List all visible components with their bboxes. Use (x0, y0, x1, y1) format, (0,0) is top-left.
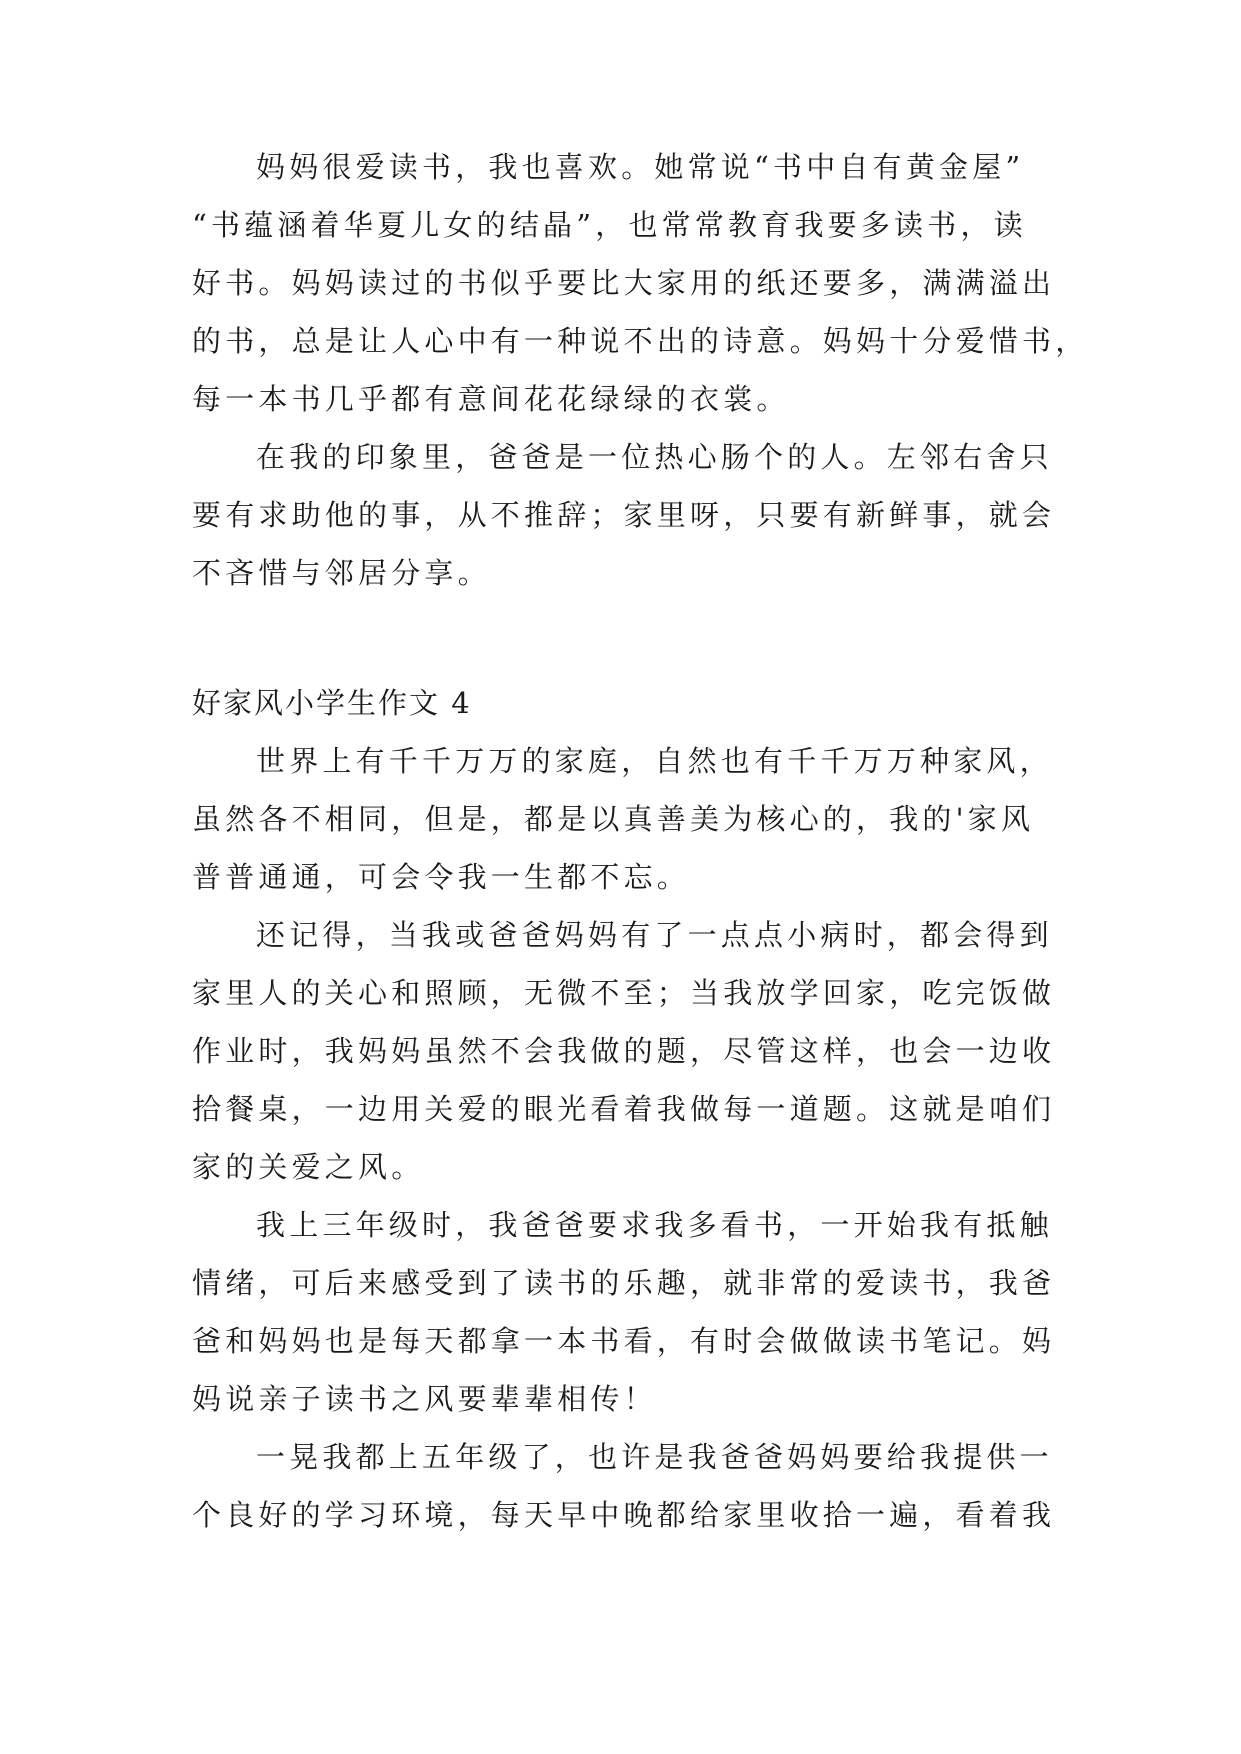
paragraph-line: 还记得，当我或爸爸妈妈有了一点点小病时，都会得到 (256, 918, 1053, 952)
paragraph-line: 每一本书几乎都有意间花花绿绿的衣裳。 (192, 382, 790, 416)
paragraph-line: 妈妈很爱读书，我也喜欢。她常说“书中自有黄金屋” (256, 150, 1025, 184)
paragraph-line: 好书。妈妈读过的书似乎要比大家用的纸还要多，满满溢出 (192, 266, 1056, 300)
section-heading: 好家风小学生作文 4 (192, 686, 472, 720)
paragraph-line: 妈说亲子读书之风要辈辈相传！ (192, 1382, 657, 1416)
paragraph-line: 家里人的关心和照顾，无微不至；当我放学回家，吃完饭做 (192, 976, 1056, 1010)
paragraph-line: 虽然各不相同，但是，都是以真善美为核心的，我的'家风 (192, 802, 1035, 836)
paragraph-line: 爸和妈妈也是每天都拿一本书看，有时会做做读书笔记。妈 (192, 1324, 1056, 1358)
paragraph-line: 普普通通，可会令我一生都不忘。 (192, 860, 691, 894)
paragraph-line: 在我的印象里，爸爸是一位热心肠个的人。左邻右舍只 (256, 440, 1053, 474)
paragraph-line: 不吝惜与邻居分享。 (192, 556, 491, 590)
paragraph-line: 拾餐桌，一边用关爱的眼光看着我做每一道题。这就是咱们 (192, 1092, 1056, 1126)
paragraph-line: 的书，总是让人心中有一种说不出的诗意。妈妈十分爱惜书， (192, 324, 1089, 358)
paragraph-line: 我上三年级时，我爸爸要求我多看书，一开始我有抵触 (256, 1208, 1053, 1242)
paragraph-line: 个良好的学习环境，每天早中晚都给家里收拾一遍，看着我 (192, 1498, 1056, 1532)
paragraph-line: 世界上有千千万万的家庭，自然也有千千万万种家风， (256, 744, 1053, 778)
paragraph-line: 家的关爱之风。 (192, 1150, 425, 1184)
paragraph-line: “书蕴涵着华夏儿女的结晶”，也常常教育我要多读书，读 (192, 208, 1027, 242)
paragraph-line: 作业时，我妈妈虽然不会我做的题，尽管这样，也会一边收 (192, 1034, 1056, 1068)
paragraph-line: 要有求助他的事，从不推辞；家里呀，只要有新鲜事，就会 (192, 498, 1056, 532)
paragraph-line: 情绪，可后来感受到了读书的乐趣，就非常的爱读书，我爸 (192, 1266, 1056, 1300)
paragraph-line: 一晃我都上五年级了，也许是我爸爸妈妈要给我提供一 (256, 1440, 1053, 1474)
